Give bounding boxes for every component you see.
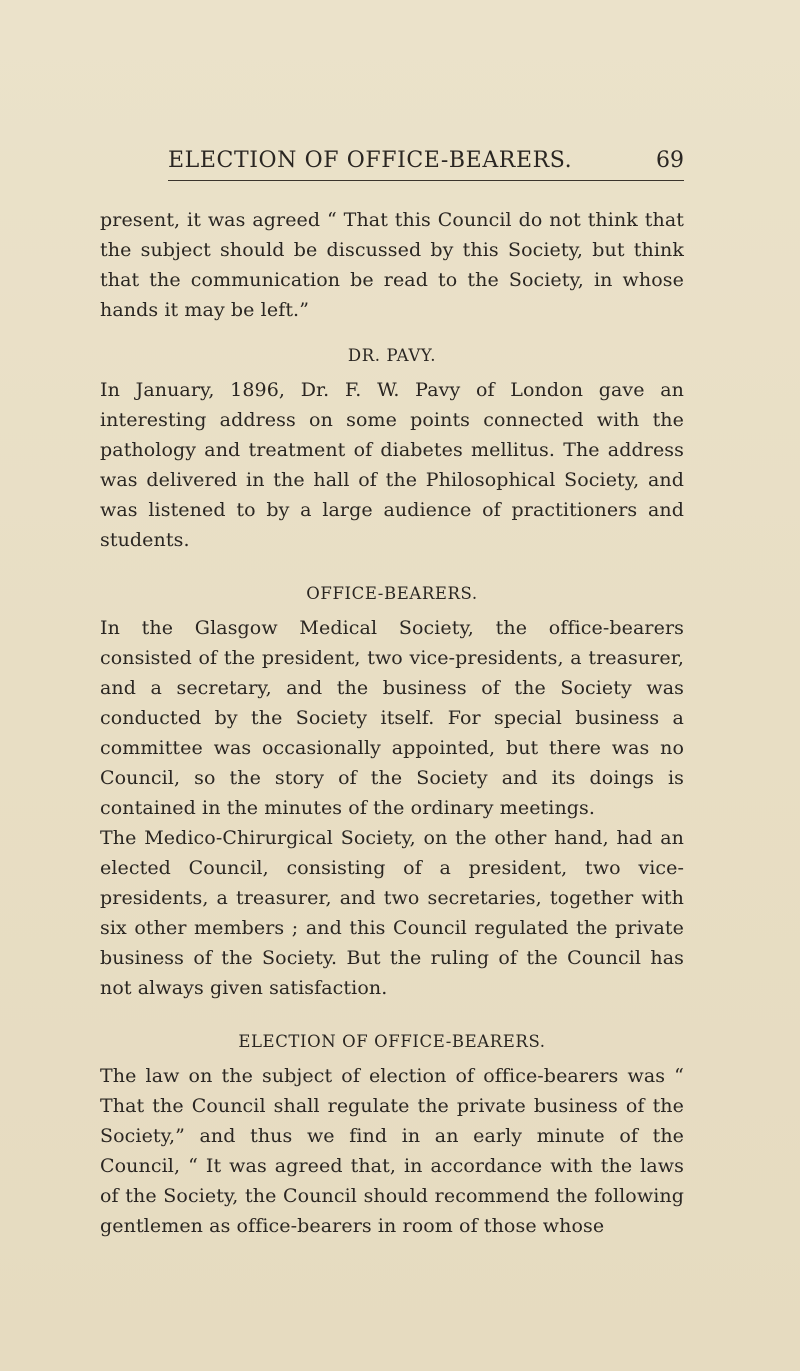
section-heading-dr-pavy: DR. PAVY. bbox=[347, 346, 437, 365]
page-number: 69 bbox=[656, 148, 684, 173]
paragraph-dr-pavy: In January, 1896, Dr. F. W. Pavy of London gave an interesting address on some points connected with the pathology and treatment of diabetes mellitus. The address was delivered in the hall of the Philosophical Society, and was listened to by a large audience of practitioners and students. bbox=[100, 379, 684, 551]
section-heading-election: ELECTION OF OFFICE-BEARERS. bbox=[238, 1032, 546, 1051]
running-title: ELECTION OF OFFICE-BEARERS. bbox=[168, 148, 573, 173]
paragraph-election-law: The law on the subject of election of office-bearers was “ That the Council shall regulate the private business of the Society,” and thus we find in an early minute of the Council, “ It was agreed that, in accordance with the laws of the Society, the Council should recommend the following gentlemen as office-bearers in room of those whose bbox=[100, 1065, 684, 1237]
running-header bbox=[168, 144, 684, 181]
paragraph-glasgow-medical-society: In the Glasgow Medical Society, the office-bearers consisted of the president, two vice-presidents, a treasurer, and a secretary, and the business of the Society was conducted by the Society itself. For special business a committee was occasionally appointed, but there was no Council, so the story of the Society and its doings is contained in the minutes of the ordinary meetings. bbox=[100, 617, 684, 819]
page-body bbox=[100, 205, 684, 1241]
paragraph-continuation: present, it was agreed “ That this Council do not think that the subject should be discussed by this Society, but think that the communication be read to the Society, in whose hands it may be left.” bbox=[100, 209, 684, 321]
section-heading-office-bearers: OFFICE-BEARERS. bbox=[306, 584, 478, 603]
paragraph-medico-chirurgical-society: The Medico-Chirurgical Society, on the other hand, had an elected Council, consisting of a president, two vice-presidents, a treasurer, and two secretaries, together with six other members ; and this Council regulated the private business of the Society. But the ruling of the Council has not always given satisfaction. bbox=[100, 827, 684, 999]
